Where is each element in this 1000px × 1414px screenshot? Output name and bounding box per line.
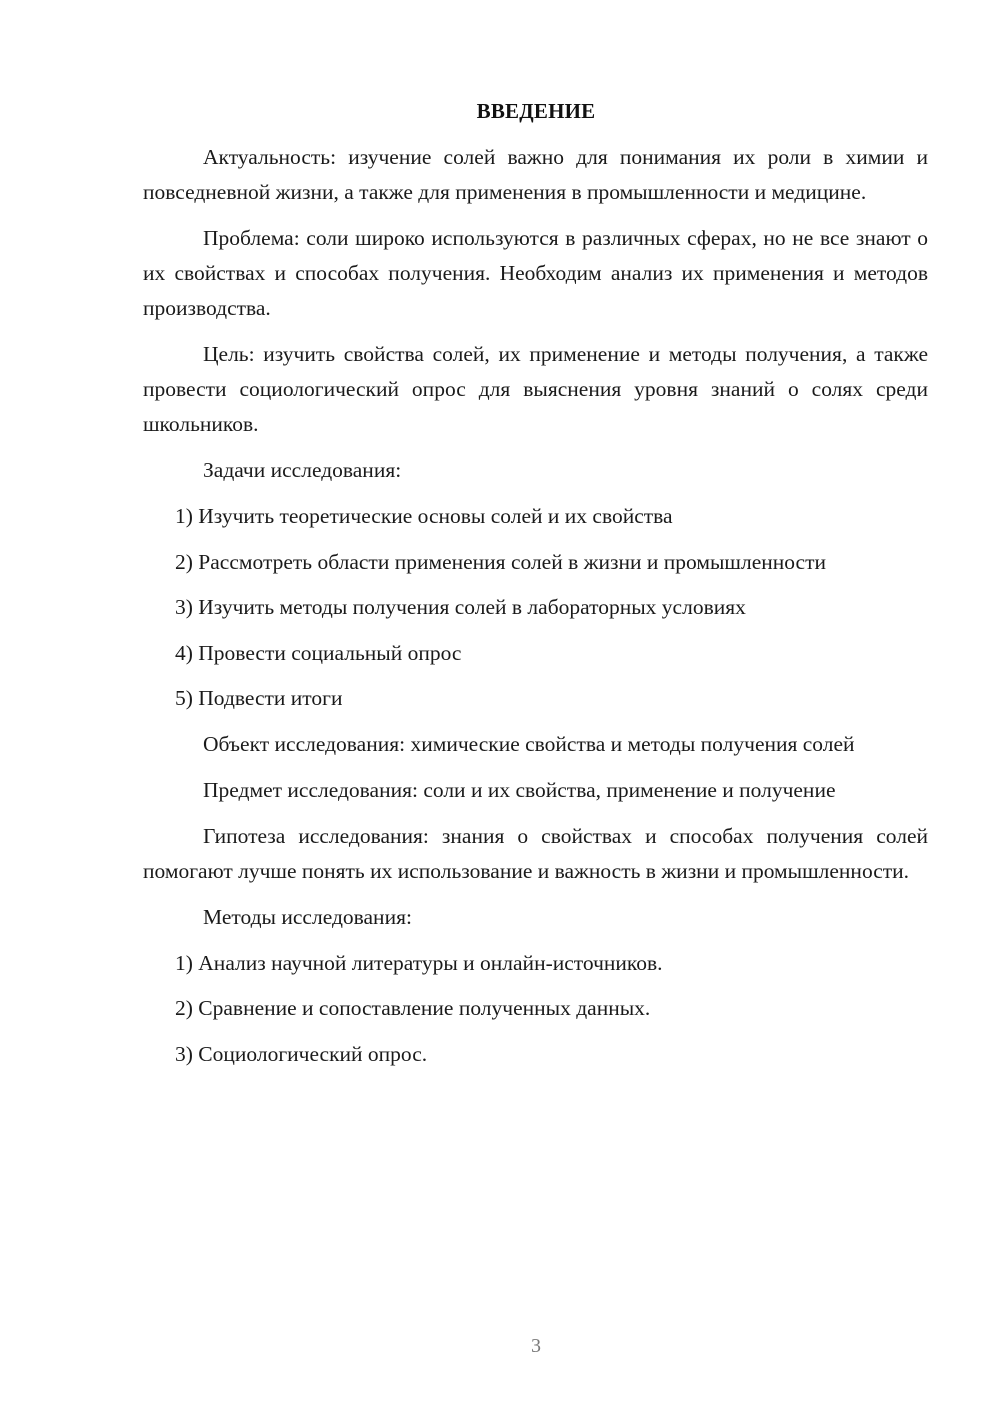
paragraph-object: Объект исследования: химические свойства и методы получения солей	[203, 731, 855, 756]
paragraph-goal: Цель: изучить свойства солей, их применение и методы получения, а также провести социологический опрос для выяснения уровня знаний о солях среди школьников.	[143, 342, 928, 436]
method-item-1: 1) Анализ научной литературы и онлайн-источников.	[175, 950, 663, 975]
page-number: 3	[531, 1335, 541, 1357]
methods-heading: Методы исследования:	[203, 904, 412, 929]
methods-list	[143, 946, 928, 1072]
task-item-4: 4) Провести социальный опрос	[175, 640, 462, 665]
paragraph-relevance: Актуальность: изучение солей важно для понимания их роли в химии и повседневной жизни, а также для применения в промышленности и медицине.	[143, 145, 928, 204]
tasks-heading: Задачи исследования:	[203, 458, 402, 482]
method-item-2: 2) Сравнение и сопоставление полученных данных.	[175, 996, 651, 1020]
document-body	[143, 140, 928, 1082]
task-item-1: 1) Изучить теоретические основы солей и их свойства	[175, 504, 673, 528]
paragraph-hypothesis: Гипотеза исследования: знания о свойствах и способах получения солей помогают лучше понять их использование и важность в жизни и промышленности.	[143, 823, 928, 883]
task-item-2: 2) Рассмотреть области применения солей в жизни и промышленности	[175, 549, 826, 574]
paragraph-problem: Проблема: соли широко используются в различных сферах, но не все знают о их свойствах и способах получения. Необходим анализ их применения и методов производства.	[143, 226, 928, 320]
paragraph-subject: Предмет исследования: соли и их свойства, применение и получение	[203, 777, 836, 802]
section-title: ВВЕДЕНИЕ	[476, 99, 596, 123]
tasks-list	[143, 499, 928, 716]
task-item-5: 5) Подвести итоги	[175, 686, 343, 710]
method-item-3: 3) Социологический опрос.	[175, 1041, 428, 1066]
task-item-3: 3) Изучить методы получения солей в лабораторных условиях	[175, 595, 746, 619]
